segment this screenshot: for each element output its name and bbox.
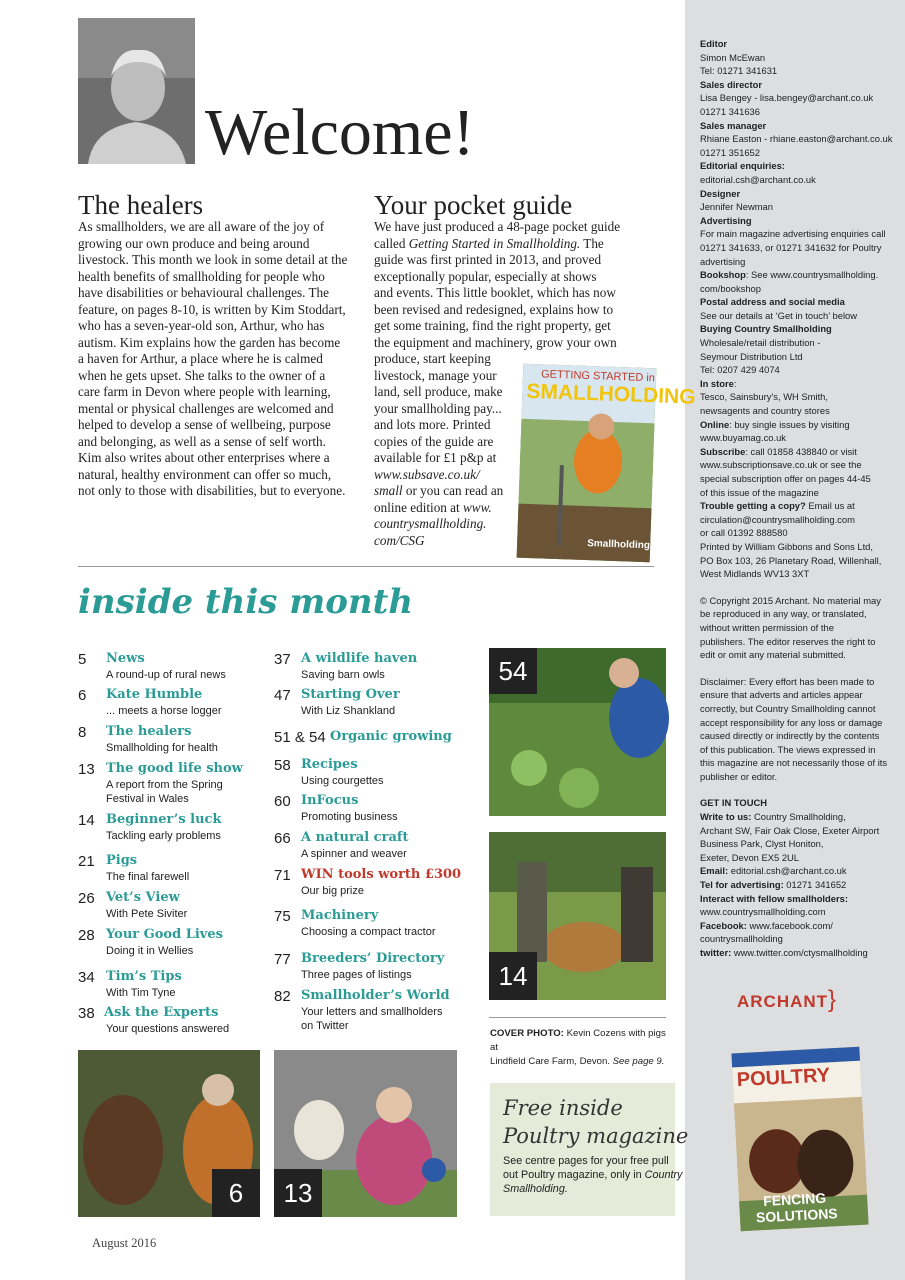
toc-subtitle: A report from the Spring Festival in Wales — [106, 779, 223, 805]
toc-page-number: 21 — [78, 853, 95, 870]
toc-title: Machinery — [301, 908, 379, 923]
toc-entry[interactable] — [274, 908, 484, 944]
toc-subtitle: Tackling early problems — [106, 830, 221, 842]
toc-right-column — [274, 651, 484, 1041]
cover-photo-label: COVER PHOTO: — [490, 1028, 564, 1039]
toc-entry[interactable] — [78, 724, 288, 760]
sidebar-line: Exeter, Devon EX5 2UL — [700, 851, 800, 863]
sidebar-line: countrysmallholding — [700, 933, 783, 945]
sidebar-line: this magazine are not necessarily those of its — [700, 757, 888, 769]
sidebar-heading: Sales director — [700, 78, 763, 90]
cover-brand: Smallholding — [586, 538, 651, 552]
toc-page-number: 71 — [274, 867, 291, 884]
toc-entry[interactable] — [274, 651, 484, 687]
cover-photo-see: See page 9. — [612, 1056, 665, 1067]
poultry-heading-1: Free inside — [503, 1096, 623, 1120]
sidebar-line: editorial.csh@archant.co.uk — [700, 173, 816, 185]
toc-title: Kate Humble — [106, 687, 203, 702]
toc-entry[interactable] — [274, 867, 484, 903]
toc-title: The healers — [106, 724, 192, 739]
pocket-guide-line: livestock, manage your — [374, 367, 497, 383]
sidebar-line: Wholesale/retail distribution - — [700, 337, 821, 349]
sidebar-spacer — [700, 783, 896, 796]
sidebar-line: com/bookshop — [700, 282, 761, 294]
toc-subtitle-line2: on Twitter — [301, 1020, 349, 1032]
pocket-guide-cover — [517, 364, 696, 563]
toc-page-number: 75 — [274, 908, 291, 925]
toc-subtitle-line2: Festival in Wales — [106, 793, 189, 805]
poultry-body-2b: Country — [644, 1169, 683, 1181]
poultry-cover-footer-2: SOLUTIONS — [755, 1205, 839, 1226]
poultry-body-2: out Poultry magazine, only in — [503, 1169, 642, 1181]
toc-subtitle: Three pages of listings — [301, 969, 412, 981]
page-badge-13: 13 — [274, 1169, 322, 1217]
sidebar-line: Facebook: www.facebook.com/ — [700, 919, 833, 931]
toc-title: A natural craft — [301, 830, 409, 845]
inside-this-month-title: inside this month — [78, 582, 414, 622]
toc-entry[interactable] — [78, 969, 288, 1005]
page-badge-14: 14 — [489, 952, 537, 1000]
poultry-body — [503, 1154, 713, 1196]
sidebar-line: PO Box 103, 26 Planetary Road, Willenhall, — [700, 554, 882, 566]
sidebar-line: 01271 341633, or 01271 341632 for Poultry — [700, 241, 882, 253]
sidebar-line: For main magazine advertising enquiries call — [700, 228, 886, 240]
toc-subtitle: Smallholding for health — [106, 742, 218, 754]
toc-subtitle: A round-up of rural news — [106, 669, 226, 681]
toc-entry[interactable] — [78, 1005, 288, 1041]
toc-subtitle: With Liz Shankland — [301, 705, 396, 717]
sidebar-line: www.countrysmallholding.com — [700, 906, 826, 918]
sidebar-line: Business Park, Clyst Honiton, — [700, 838, 824, 850]
toc-page-number: 51 & 54 — [274, 729, 326, 746]
pocket-guide-line: copies of the guide are — [374, 433, 494, 449]
sidebar-heading: GET IN TOUCH — [700, 797, 768, 809]
toc-entry[interactable] — [274, 757, 484, 793]
toc-entry[interactable] — [78, 927, 288, 963]
pocket-guide-line: produce, start keeping — [374, 351, 491, 366]
sidebar-line: Tesco, Sainsbury’s, WH Smith, — [700, 391, 828, 403]
toc-page-number: 38 — [78, 1005, 95, 1022]
pocket-guide-line: www.subsave.co.uk/ — [374, 466, 480, 482]
toc-entry[interactable] — [274, 988, 484, 1032]
issue-date: August 2016 — [92, 1236, 157, 1250]
sidebar-line: 01271 351652 — [700, 146, 760, 158]
sidebar-line: Write to us: Country Smallholding, — [700, 811, 846, 823]
sidebar-line: Archant SW, Fair Oak Close, Exeter Airport — [700, 824, 880, 836]
section-divider — [78, 566, 654, 567]
toc-title: Breeders’ Directory — [301, 951, 445, 966]
sidebar-line: Online: buy single issues by visiting — [700, 418, 850, 430]
sidebar-line: caused directly or indirectly by the contents — [700, 730, 880, 742]
poultry-body-3: Smallholding. — [503, 1183, 568, 1195]
toc-entry[interactable] — [274, 951, 484, 987]
healers-body: As smallholders, we are all aware of the joy of growing our own produce and being around livestock. This month we look in some detail at the health benefits of smallholding for people who have disabilities or behavioural challenges. The feature, on pages 8-10, is written by Kim Stoddart, who has a seven-year-old son, Arthur, who has autism. Kim explains how the garden has become a haven for Arthur, a place where he is calmed when he gets upset. She talks to the owner of a care farm in Devon where people with learning, mental or physical challenges are welcomed and helped to develop a sense of wellbeing, purpose and belonging, as well as a sense of self worth. Kim also writes about other enterprises where a natural, healthy environment can offer so much, not only to those with disabilities, but to everyone. — [78, 219, 348, 498]
sidebar-line: be reproduced in any way, or translated, — [700, 608, 867, 620]
toc-entry[interactable] — [274, 687, 484, 723]
page-badge-54: 54 — [489, 648, 537, 694]
poultry-heading-2: Poultry magazine — [503, 1124, 689, 1148]
sidebar-line: or call 01392 888580 — [700, 527, 788, 539]
toc-subtitle: Using courgettes — [301, 775, 384, 787]
toc-subtitle: Promoting business — [301, 811, 398, 823]
sidebar-line: www.buyamag.co.uk — [700, 432, 786, 444]
pocket-guide-line: small or you can read an — [374, 483, 504, 498]
toc-title: News — [106, 651, 145, 666]
sidebar-heading: Postal address and social media — [700, 296, 845, 308]
sidebar-line: Simon McEwan — [700, 51, 766, 63]
photo-organic-growing — [489, 648, 666, 816]
sidebar-line: of this publication. The views expressed in — [700, 743, 876, 755]
toc-entry[interactable] — [78, 687, 288, 723]
toc-page-number: 5 — [78, 651, 87, 668]
sidebar-line: twitter: www.twitter.com/ctysmallholding — [700, 947, 868, 958]
cover-title-main: SMALLHOLDING — [526, 379, 696, 409]
pocket-guide-line: been revised and redesigned, explains how to — [374, 301, 614, 317]
sidebar-heading: Editorial enquiries: — [700, 160, 785, 172]
pocket-guide-line: land, sell produce, make — [374, 384, 503, 399]
toc-title: Starting Over — [301, 687, 400, 702]
cover-photo-text2: Lindfield Care Farm, Devon. — [490, 1056, 610, 1067]
sidebar-line: 01271 341636 — [700, 105, 760, 117]
toc-title: Tim’s Tips — [106, 969, 182, 984]
pocket-guide-line: called Getting Started in Smallholding. The — [374, 235, 604, 251]
toc-page-number: 13 — [78, 761, 95, 778]
healers-heading: The healers — [78, 190, 204, 220]
sidebar-line: Tel: 0207 429 4074 — [700, 364, 780, 376]
sidebar-line: publisher or editor. — [700, 770, 778, 782]
toc-entry[interactable] — [274, 830, 484, 866]
sidebar-heading: Interact with fellow smallholders: — [700, 892, 848, 904]
toc-page-number: 14 — [78, 812, 95, 829]
sidebar-line: Tel for advertising: 01271 341652 — [700, 879, 847, 891]
sidebar-heading: Editor — [700, 38, 728, 49]
sidebar-spacer — [700, 581, 896, 594]
pocket-guide-line: and lots more. Printed — [374, 417, 491, 432]
cover-photo-caption — [490, 1027, 670, 1069]
sidebar-line: edit or omit any material submitted. — [700, 649, 846, 661]
sidebar-line: In store: — [700, 377, 737, 389]
sidebar-line: publishers. The editor reserves the right to — [700, 635, 876, 647]
toc-page-number: 34 — [78, 969, 95, 986]
page-badge-6: 6 — [212, 1169, 260, 1217]
sidebar-line: Email: editorial.csh@archant.co.uk — [700, 865, 847, 877]
pocket-guide-line: com/CSG — [374, 532, 425, 548]
pocket-guide-line: get some training, find the right property, get — [374, 318, 611, 333]
poultry-cover-title: POULTRY — [736, 1064, 831, 1092]
sidebar-line: Rhiane Easton - rhiane.easton@archant.co.uk — [700, 133, 893, 145]
sidebar-line: See our details at ‘Get in touch’ below — [700, 309, 858, 321]
pocket-guide-line: your smallholding pay... — [374, 400, 502, 416]
sidebar-line: advertising — [700, 255, 746, 267]
toc-page-number: 66 — [274, 830, 291, 847]
toc-subtitle: Our big prize — [301, 885, 364, 897]
pocket-guide-line: countrysmallholding. — [374, 516, 487, 531]
toc-entry[interactable] — [274, 793, 484, 829]
toc-page-number: 47 — [274, 687, 291, 704]
sidebar-line: Disclaimer: Every effort has been made to — [700, 675, 875, 687]
pocket-guide-line: We have just produced a 48-page pocket guide — [374, 219, 621, 234]
sidebar-line: accept responsibility for any loss or damage — [700, 716, 883, 728]
sidebar-spacer — [700, 662, 896, 675]
sidebar-line: Bookshop: See www.countrysmallholding. — [700, 269, 879, 281]
toc-subtitle: Your questions answered — [106, 1023, 230, 1035]
sidebar-line: Trouble getting a copy? Email us at — [700, 500, 855, 512]
sidebar-line: ensure that adverts and articles appear — [700, 689, 863, 701]
toc-subtitle: ... meets a horse logger — [106, 705, 222, 717]
toc-subtitle: Saving barn owls — [301, 669, 385, 681]
pocket-guide-line: the equipment and machinery, grow your own — [374, 334, 617, 350]
photo-kate-humble — [78, 1050, 260, 1217]
toc-title: WIN tools worth £300 — [301, 867, 462, 882]
archant-logo: ARCHANT} — [737, 986, 838, 1013]
poultry-magazine-cover — [731, 1047, 868, 1231]
toc-subtitle: Doing it in Wellies — [106, 945, 194, 957]
sidebar-line: Lisa Bengey - lisa.bengey@archant.co.uk — [700, 92, 874, 104]
sidebar-line: Jennifer Newman — [700, 201, 773, 213]
toc-page-number: 28 — [78, 927, 95, 944]
toc-title: Recipes — [301, 757, 358, 772]
pocket-guide-line: online edition at www. — [374, 499, 492, 515]
toc-title: A wildlife haven — [301, 651, 418, 666]
toc-subtitle: With Tim Tyne — [106, 987, 176, 999]
toc-title: Beginner’s luck — [106, 812, 222, 827]
toc-subtitle: With Pete Siviter — [106, 908, 188, 920]
sidebar-line: www.subscriptionsave.co.uk or see the — [700, 459, 862, 471]
pocket-guide-line: and events. This little booklet, which has now — [374, 285, 616, 300]
sidebar-heading: Advertising — [700, 214, 752, 226]
sidebar-line: Subscribe: call 01858 438840 or visit — [700, 445, 857, 457]
sidebar-line: West Midlands WV13 3XT — [700, 568, 810, 580]
sidebar-line: correctly, but Country Smallholding cannot — [700, 702, 876, 714]
poultry-body-1: See centre pages for your free pull — [503, 1155, 669, 1167]
toc-title: Vet’s View — [106, 890, 180, 905]
toc-subtitle: Choosing a compact tractor — [301, 926, 436, 938]
toc-title: Ask the Experts — [104, 1005, 219, 1020]
toc-title: Organic growing — [330, 729, 452, 744]
toc-entry[interactable] — [78, 853, 288, 889]
sidebar-line: Seymour Distribution Ltd — [700, 350, 803, 362]
toc-page-number: 58 — [274, 757, 291, 774]
sidebar-heading: Buying Country Smallholding — [700, 323, 832, 335]
toc-title: Your Good Lives — [106, 927, 223, 942]
sidebar-line: of this issue of the magazine — [700, 486, 819, 498]
toc-subtitle: Your letters and smallholders on Twitter — [301, 1006, 443, 1032]
sidebar-heading: Designer — [700, 187, 741, 199]
sidebar-line: special subscription offer on pages 44-45 — [700, 473, 871, 484]
pocket-guide-line: guide was first printed in 2013, and proved — [374, 252, 602, 267]
sidebar-line: newsagents and country stores — [700, 405, 830, 417]
cover-title-top: GETTING STARTED in — [540, 368, 656, 385]
toc-page-number: 26 — [78, 890, 95, 907]
editor-photo — [78, 18, 195, 164]
toc-page-number: 37 — [274, 651, 291, 668]
toc-subtitle: A spinner and weaver — [301, 848, 407, 860]
toc-page-number: 82 — [274, 988, 291, 1005]
cover-photo-text: Kevin Cozens with pigs at — [490, 1028, 666, 1053]
sidebar-line: circulation@countrysmallholding.com — [700, 513, 855, 525]
toc-title: Smallholder’s World — [301, 988, 450, 1003]
toc-entry[interactable] — [78, 651, 288, 687]
sidebar-heading: Sales manager — [700, 119, 767, 131]
photo-good-life-show — [274, 1050, 457, 1217]
pocket-guide-line: available for £1 p&p at — [374, 450, 497, 465]
toc-page-number: 8 — [78, 724, 87, 741]
toc-title: Pigs — [106, 853, 138, 868]
toc-entry[interactable] — [78, 812, 288, 848]
sidebar-line: © Copyright 2015 Archant. No material may — [700, 594, 881, 606]
archant-logo-text: ARCHANT — [737, 992, 829, 1011]
sidebar-line: Printed by William Gibbons and Sons Ltd, — [700, 540, 874, 552]
sidebar-line: Tel: 01271 341631 — [700, 65, 778, 77]
caption-rule — [489, 1017, 666, 1018]
poultry-cover-footer-1: FENCING — [762, 1189, 827, 1210]
toc-page-number: 77 — [274, 951, 291, 968]
toc-title: InFocus — [301, 793, 359, 808]
page-title: Welcome! — [205, 96, 475, 169]
photo-beginners-luck — [489, 832, 666, 1000]
toc-subtitle: The final farewell — [106, 871, 190, 883]
pocket-guide-line: exceptionally popular, especially at shows — [374, 268, 597, 284]
toc-left-column — [78, 651, 273, 1041]
sidebar-line: without written permission of the — [700, 621, 834, 633]
toc-entry[interactable] — [78, 890, 288, 926]
masthead-details — [700, 37, 896, 960]
toc-page-number: 6 — [78, 687, 87, 704]
toc-page-number: 60 — [274, 793, 291, 810]
pocket-guide-heading: Your pocket guide — [374, 190, 573, 220]
toc-title: The good life show — [106, 761, 243, 776]
